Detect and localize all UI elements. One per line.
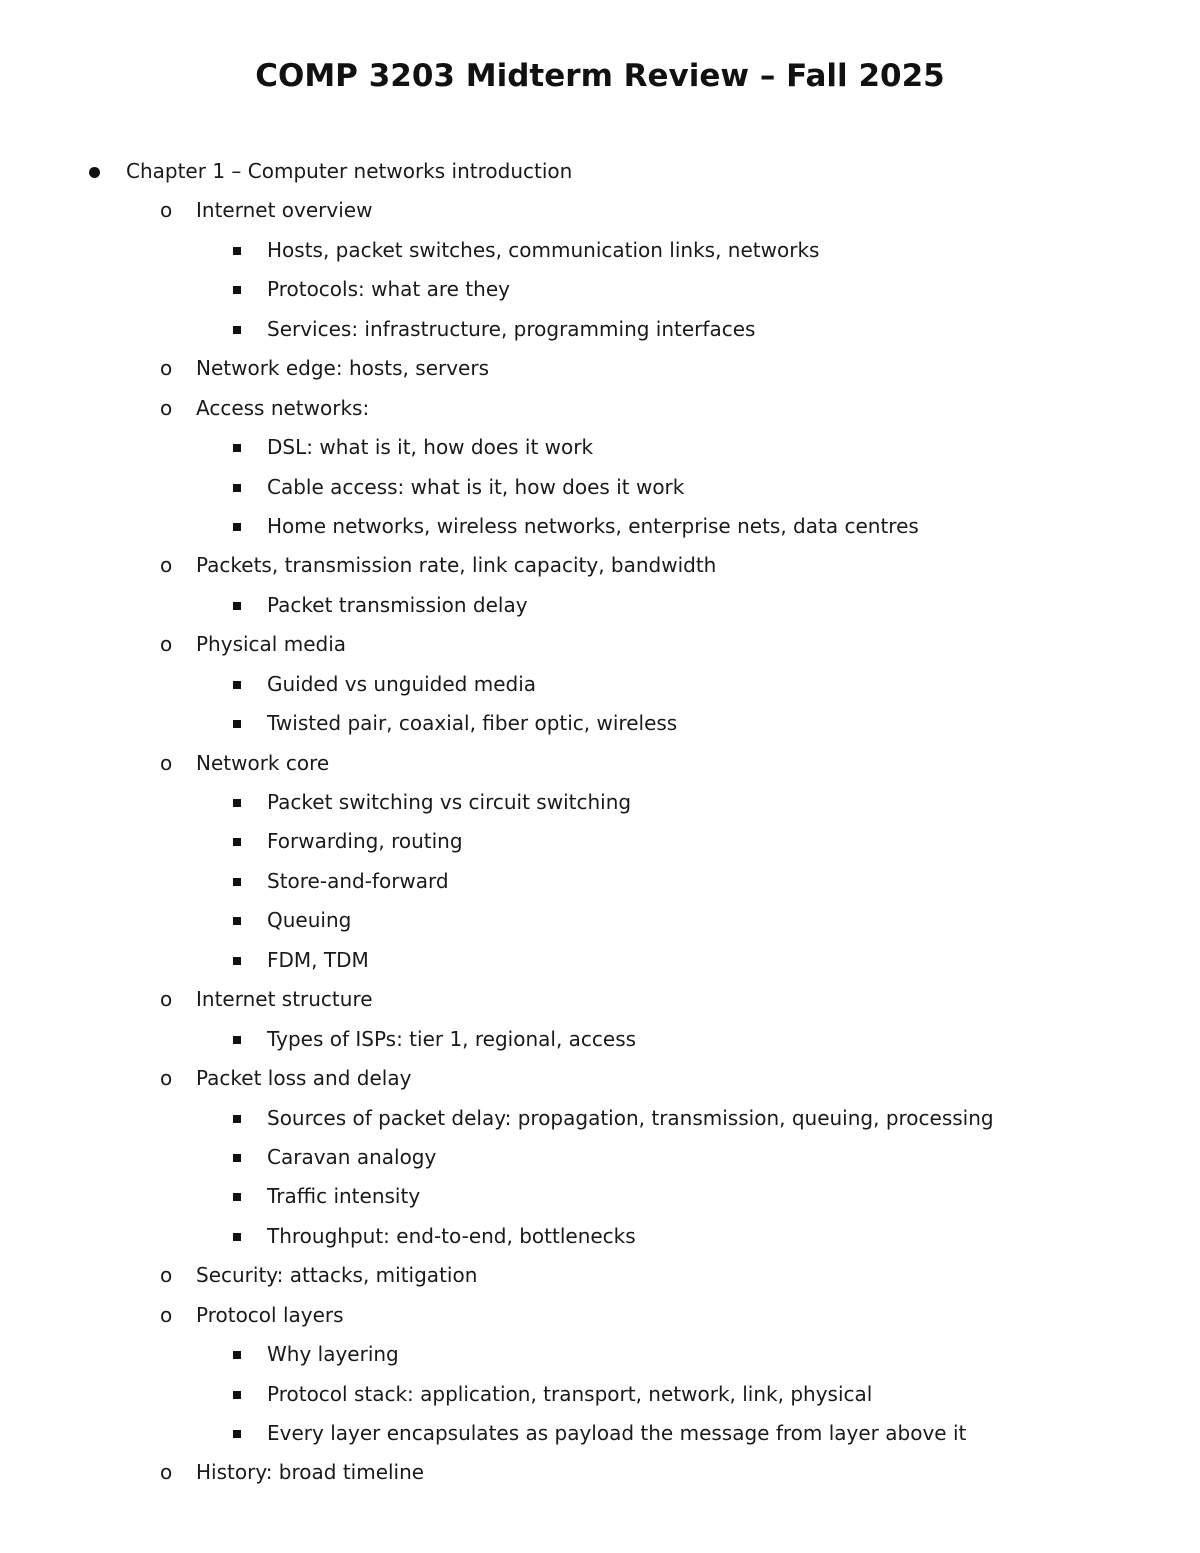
subtopic-item [0, 507, 1200, 546]
circle-bullet-icon: o [160, 1460, 173, 1485]
subtopic-item [0, 1335, 1200, 1374]
subtopic-item-text: Twisted pair, coaxial, fiber optic, wireless [267, 711, 678, 736]
subtopic-item [0, 665, 1200, 704]
circle-bullet-icon: o [160, 1066, 173, 1091]
topic-item [0, 546, 1200, 585]
subtopic-item [0, 1138, 1200, 1177]
topic-item-text: Internet structure [196, 987, 373, 1012]
subtopic-item-text: Home networks, wireless networks, enterprise nets, data centres [267, 513, 919, 538]
subtopic-item [0, 1099, 1200, 1138]
subtopic-item-text: Packet transmission delay [267, 592, 528, 617]
subtopic-item-text: Hosts, packet switches, communication links, networks [267, 237, 820, 262]
subtopic-item [0, 1414, 1200, 1453]
circle-bullet-icon: o [160, 356, 173, 381]
topic-item [0, 744, 1200, 783]
subtopic-item [0, 270, 1200, 309]
subtopic-item-text: Sources of packet delay: propagation, transmission, queuing, processing [267, 1105, 994, 1130]
topic-item [0, 389, 1200, 428]
subtopic-item-text: Packet switching vs circuit switching [267, 790, 632, 814]
subtopic-item-text: Services: infrastructure, programming interfaces [267, 316, 756, 341]
subtopic-item-text: Protocols: what are they [267, 277, 510, 302]
subtopic-item [0, 1177, 1200, 1216]
subtopic-item [0, 901, 1200, 940]
subtopic-item [0, 310, 1200, 349]
topic-item-text: Access networks: [196, 395, 370, 420]
subtopic-item [0, 941, 1200, 980]
topic-item [0, 980, 1200, 1019]
subtopic-item-text: Forwarding, routing [267, 829, 463, 854]
subtopic-item-text: Why layering [267, 1342, 399, 1367]
topic-item [0, 191, 1200, 230]
topic-item-text: Internet overview [196, 198, 373, 223]
subtopic-item [0, 862, 1200, 901]
topic-item-text: Network edge: hosts, servers [196, 356, 489, 381]
subtopic-item-text: Types of ISPs: tier 1, regional, access [267, 1026, 637, 1051]
circle-bullet-icon: o [160, 750, 173, 775]
page-title: COMP 3203 Midterm Review – Fall 2025 [255, 58, 945, 94]
subtopic-item [0, 428, 1200, 467]
subtopic-item [0, 468, 1200, 507]
subtopic-item [0, 822, 1200, 861]
topic-item [0, 1453, 1200, 1492]
topic-item [0, 349, 1200, 388]
review-outline [0, 152, 1200, 1493]
subtopic-item-text: Traffic intensity [267, 1184, 421, 1209]
topic-item [0, 1296, 1200, 1335]
chapter-item-text: Chapter 1 – Computer networks introduction [126, 159, 573, 183]
subtopic-item-text: Cable access: what is it, how does it work [267, 474, 685, 499]
subtopic-item-text: Store-and-forward [267, 868, 449, 893]
circle-bullet-icon: o [160, 987, 173, 1012]
circle-bullet-icon: o [160, 198, 173, 223]
subtopic-item [0, 1020, 1200, 1059]
subtopic-item [0, 1217, 1200, 1256]
topic-item-text: Packet loss and delay [196, 1066, 412, 1091]
subtopic-item [0, 783, 1200, 822]
subtopic-item-text: FDM, TDM [267, 947, 369, 972]
topic-item-text: History: broad timeline [196, 1460, 425, 1485]
subtopic-item [0, 586, 1200, 625]
topic-item [0, 625, 1200, 664]
chapter-item [0, 152, 1200, 191]
subtopic-item-text: Guided vs unguided media [267, 671, 537, 696]
topic-item-text: Packets, transmission rate, link capacity, bandwidth [196, 553, 717, 578]
subtopic-item-text: Queuing [267, 908, 352, 933]
subtopic-item-text: Protocol stack: application, transport, network, link, physical [267, 1381, 873, 1406]
circle-bullet-icon: o [160, 1302, 173, 1327]
subtopic-item [0, 231, 1200, 270]
subtopic-item [0, 1375, 1200, 1414]
subtopic-item-text: DSL: what is it, how does it work [267, 435, 594, 460]
topic-item [0, 1256, 1200, 1295]
topic-item-text: Network core [196, 750, 330, 775]
topic-item-text: Protocol layers [196, 1302, 344, 1327]
circle-bullet-icon: o [160, 1263, 173, 1288]
topic-item-text: Physical media [196, 632, 347, 657]
subtopic-item-text: Every layer encapsulates as payload the message from layer above it [267, 1421, 967, 1445]
subtopic-item-text: Caravan analogy [267, 1144, 437, 1169]
topic-item [0, 1059, 1200, 1098]
circle-bullet-icon: o [160, 632, 173, 657]
subtopic-item-text: Throughput: end-to-end, bottlenecks [267, 1223, 636, 1248]
subtopic-item [0, 704, 1200, 743]
circle-bullet-icon: o [160, 553, 173, 578]
topic-item-text: Security: attacks, mitigation [196, 1263, 478, 1288]
circle-bullet-icon: o [160, 395, 173, 420]
